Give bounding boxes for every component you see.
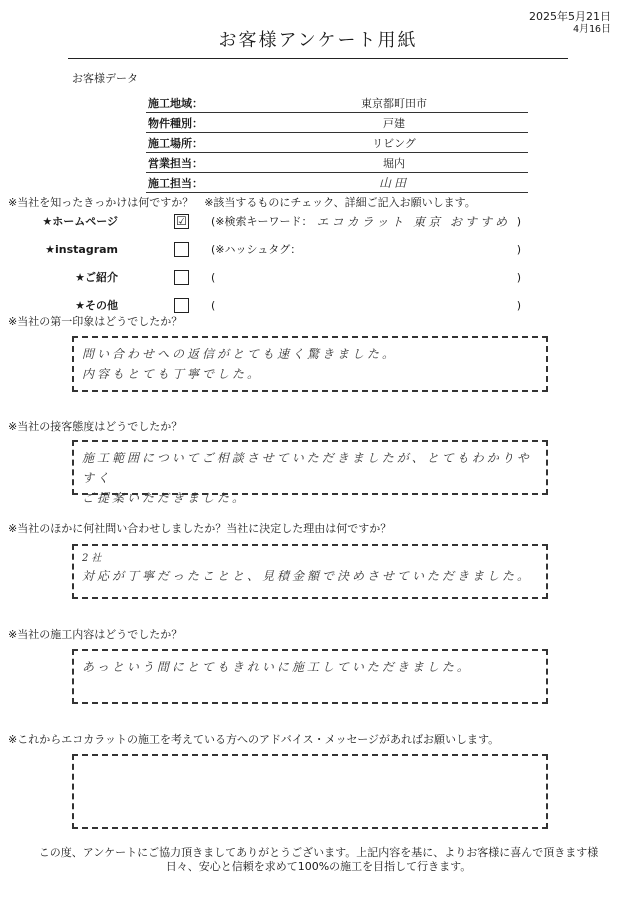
discovery-options (0, 212, 560, 314)
info-label: 物件種別： (148, 116, 203, 130)
question-advice: ※これからエコカラットの施工を考えている方へのアドバイス・メッセージがあればお願いします。 (8, 733, 500, 746)
detail-close: ) (516, 270, 521, 284)
info-row-location (146, 133, 528, 153)
info-value: 山田 (378, 176, 409, 190)
detail-value[interactable]: エコカラット 東京 おすすめ (316, 214, 511, 229)
option-other (0, 296, 560, 314)
answer-line: 問い合わせへの返信がとても速く驚きました。 (82, 347, 398, 361)
option-referral (0, 268, 560, 286)
page-title: お客様アンケート用紙 (68, 26, 568, 59)
info-value: 堀内 (383, 156, 405, 170)
answer-box-other-companies[interactable] (72, 544, 548, 599)
handwritten-date: 4月16日 (572, 24, 611, 35)
question-service-attitude: ※当社の接客態度はどうでしたか？ (8, 420, 183, 433)
printed-date: 2025年5月21日 (529, 10, 611, 23)
option-label: ★ご紹介 (75, 271, 118, 284)
info-label: 営業担当： (148, 156, 203, 170)
answer-box-service-attitude[interactable] (72, 440, 548, 505)
detail-label: (※ハッシュタグ： (211, 243, 302, 256)
answer-line: 対応が丁寧だったことと、見積金額で決めさせていただきました。 (82, 569, 533, 583)
detail-close: ) (516, 242, 521, 256)
detail-field (211, 241, 521, 257)
info-label: 施工担当： (148, 176, 203, 190)
footer-line: 日々、安心と信頼を求めて100%の施工を目指して行きます。 (165, 860, 472, 873)
info-row-sales (146, 153, 528, 173)
checkbox-homepage[interactable]: ☑ (174, 214, 189, 229)
info-value: リビング (372, 136, 416, 150)
info-row-installer (146, 173, 528, 193)
question-first-impression: ※当社の第一印象はどうでしたか？ (8, 315, 183, 328)
answer-line: 2社 (82, 553, 105, 564)
footer-message (0, 846, 637, 874)
info-row-property (146, 113, 528, 133)
option-label: ★その他 (75, 299, 118, 312)
detail-label: (※検索キーワード： (211, 215, 313, 228)
answer-line: 内容もとても丁寧でした。 (82, 367, 263, 381)
detail-field (211, 271, 521, 284)
detail-close: ) (516, 214, 521, 228)
option-label: ★instagram (45, 242, 118, 256)
discovery-question: ※当社を知ったきっかけは何ですか？ ※該当するものにチェック、詳細ご記入お願いします。 (8, 196, 476, 209)
option-label: ★ホームページ (42, 215, 118, 228)
answer-box-first-impression[interactable] (72, 336, 548, 392)
answer-box-advice[interactable] (72, 754, 548, 829)
question-work-quality: ※当社の施工内容はどうでしたか？ (8, 628, 183, 641)
info-row-area (146, 93, 528, 113)
customer-data-table (146, 93, 528, 193)
detail-field (211, 299, 521, 312)
detail-field (211, 213, 521, 230)
detail-label: ( (211, 298, 216, 312)
checkbox-other[interactable] (174, 298, 189, 313)
customer-data-heading: お客様データ (72, 72, 138, 85)
detail-label: ( (211, 270, 216, 284)
info-label: 施工場所： (148, 136, 203, 150)
answer-line: ご提案いただきました。 (82, 491, 248, 505)
footer-line: この度、アンケートにご協力頂きましてありがとうございます。上記内容を基に、よりお客様に喜んで頂きます様 (38, 846, 599, 859)
answer-line: 施工範囲についてご相談させていただきましたが、とてもわかりやすく (82, 451, 532, 485)
info-label: 施工地域： (148, 96, 203, 110)
option-homepage (0, 212, 560, 230)
checkbox-referral[interactable] (174, 270, 189, 285)
answer-line: あっという間にとてもきれいに施工していただきました。 (82, 660, 472, 674)
option-instagram (0, 240, 560, 258)
checkbox-instagram[interactable] (174, 242, 189, 257)
info-value: 東京都町田市 (361, 96, 427, 110)
answer-box-work-quality[interactable] (72, 649, 548, 704)
info-value: 戸建 (383, 116, 405, 130)
detail-close: ) (516, 298, 521, 312)
question-other-companies: ※当社のほかに何社問い合わせしましたか？当社に決定した理由は何ですか？ (8, 522, 392, 535)
